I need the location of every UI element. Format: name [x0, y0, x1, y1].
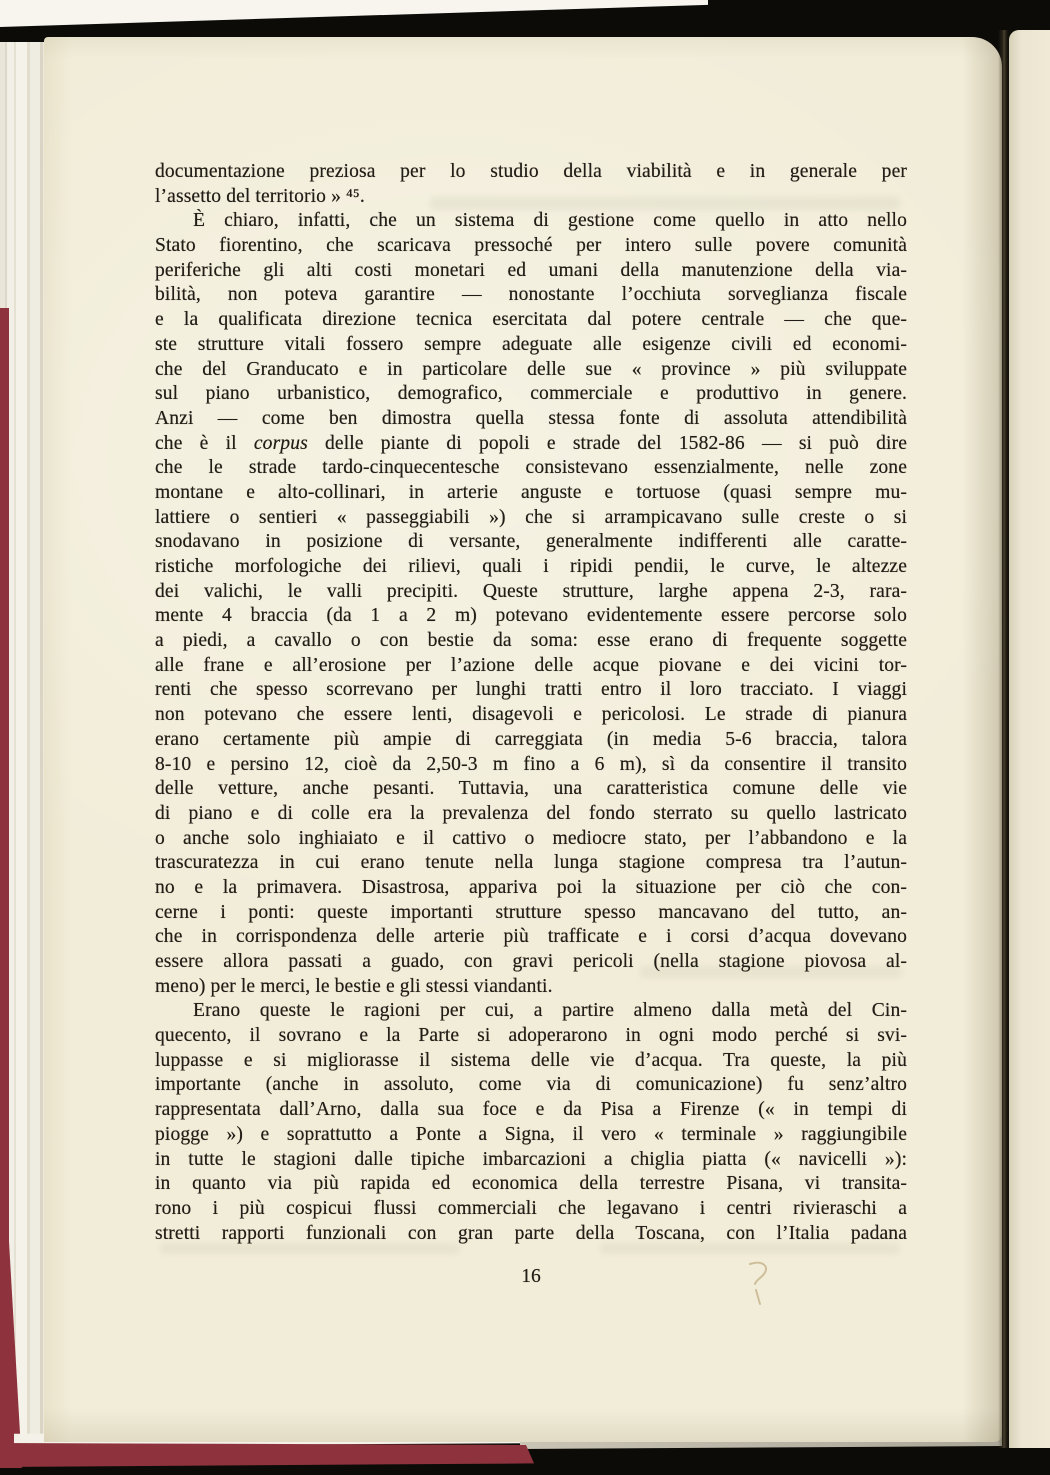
text-line: che in corrispondenza delle arterie più trafficate e i corsi d’acqua dovevano	[155, 926, 907, 948]
text-line: luppasse e si migliorasse il sistema delle vie d’acqua. Tra queste, la più	[155, 1049, 907, 1071]
text-line: a piedi, a cavallo o con bestie da soma: esse erano di frequente soggette	[155, 630, 907, 652]
text-line: ste strutture vitali fossero sempre adeguate alle esigenze civili ed economi-	[155, 333, 907, 355]
text-line: Erano queste le ragioni per cui, a partire almeno dalla metà del Cin-	[193, 1000, 907, 1022]
text-line: delle vetture, anche pesanti. Tuttavia, una caratteristica comune delle vie	[155, 778, 907, 800]
text-line: dei valichi, le valli precipiti. Queste strutture, larghe appena 2-3, rara-	[155, 580, 907, 602]
book-cover-bottom	[0, 1443, 534, 1467]
text-line: snodavano in posizione di versante, generalmente indifferenti alle caratte-	[155, 531, 907, 553]
text-line: lattiere o sentieri « passeggiabili ») che si arrampicavano sulle creste o si	[155, 506, 907, 528]
text-line: meno) per le merci, le bestie e gli stessi viandanti.	[155, 975, 553, 997]
paragraph	[155, 160, 907, 209]
text-block	[155, 160, 907, 1246]
text-line: documentazione preziosa per lo studio della viabilità e in generale per	[155, 161, 907, 182]
text-line: in tutte le stagioni dalle tipiche imbarcazioni a chiglia piatta (« navicelli »):	[155, 1148, 907, 1170]
text-line: e la qualificata direzione tecnica esercitata dal potere centrale — che que-	[155, 309, 907, 331]
text-line: essere allora passati a guado, con gravi pericoli (nella stagione piovosa al-	[155, 951, 907, 972]
text-line: trascuratezza in cui erano tenute nella lunga stagione compresa tra l’autun-	[155, 852, 907, 874]
paragraph	[155, 209, 907, 999]
text-line: cerne i ponti: queste importanti strutture spesso mancavano del tutto, an-	[155, 901, 907, 923]
gutter-shadow	[998, 30, 1009, 1448]
text-line: È chiaro, infatti, che un sistema di gestione come quello in atto nello	[193, 210, 907, 232]
text-line: erano certamente più ampie di carreggiata (in media 5-6 braccia, talora	[155, 728, 907, 750]
text-line: montane e alto-collinari, in arterie anguste e tortuose (quasi sempre mu-	[155, 481, 907, 503]
text-line: in quanto via più rapida ed economica della terrestre Pisana, vi transita-	[155, 1173, 907, 1195]
text-line: che le strade tardo-cinquecentesche consistevano essenzialmente, nelle zone	[155, 457, 907, 479]
page-edge-top	[0, 0, 708, 27]
text-line: piogge ») e soprattutto a Ponte a Signa, il vero « terminale » raggiungibile	[155, 1123, 907, 1145]
text-line: che del Granducato e in particolare delle sue « province » più sviluppate	[155, 358, 907, 380]
text-line: 8-10 e persino 12, cioè da 2,50-3 m fino a 6 m), sì da consentire il transito	[155, 753, 907, 775]
text-line: quecento, il sovrano e la Parte si adoperarono in ogni modo perché si svi-	[155, 1025, 907, 1047]
text-line: importante (anche in assoluto, come via di comunicazione) fu senz’altro	[155, 1074, 907, 1096]
text-line: che è il corpus delle piante di popoli e strade del 1582-86 — si può dire	[155, 432, 907, 454]
text-line: rono i più cospicui flussi commerciali che legavano i centri rivieraschi a	[155, 1197, 907, 1219]
text-line: bilità, non poteva garantire — nonostante l’occhiuta sorveglianza fiscale	[155, 284, 907, 306]
paragraph	[155, 999, 907, 1246]
text-line: o anche solo inghiaiato e il cattivo o mediocre stato, per l’abbandono e la	[155, 827, 907, 849]
text-line: Stato fiorentino, che scaricava pressoché per intero sulle povere comunità	[155, 235, 907, 257]
text-line: sul piano urbanistico, demografico, commerciale e produttivo in genere.	[155, 383, 907, 405]
text-line: renti che spesso scorrevano per lunghi tratti entro il loro tracciato. I viaggi	[155, 679, 907, 701]
text-line: alle frane e all’erosione per l’azione delle acque piovane e dei vicini tor-	[155, 654, 907, 676]
text-line: stretti rapporti funzionali con gran parte della Toscana, con l’Italia padana	[155, 1222, 907, 1244]
text-line: rappresentata dall’Arno, dalla sua foce e da Pisa a Firenze (« in tempi di	[155, 1099, 907, 1121]
text-line: mente 4 braccia (da 1 a 2 m) potevano evidentemente essere percorse solo	[155, 605, 907, 627]
facing-page-sliver	[1009, 30, 1050, 1448]
text-line: ristiche morfologiche dei rilievi, quali i ripidi pendii, le curve, le altezze	[155, 556, 907, 577]
text-line: periferiche gli alti costi monetari ed umani della manutenzione della via-	[155, 259, 907, 281]
text-line: non potevano che essere lenti, disagevoli e pericolosi. Le strade di pianura	[155, 704, 907, 726]
page-number: 16	[521, 1266, 541, 1287]
text-line: no e la primavera. Disastrosa, appariva poi la situazione per ciò che con-	[155, 876, 907, 898]
text-line: l’assetto del territorio » ⁴⁵.	[155, 185, 365, 207]
text-line: Anzi — come ben dimostra quella stessa fonte di assoluta attendibilità	[155, 407, 907, 429]
text-line: di piano e di colle era la prevalenza del fondo sterrato su quello lastricato	[155, 802, 907, 824]
